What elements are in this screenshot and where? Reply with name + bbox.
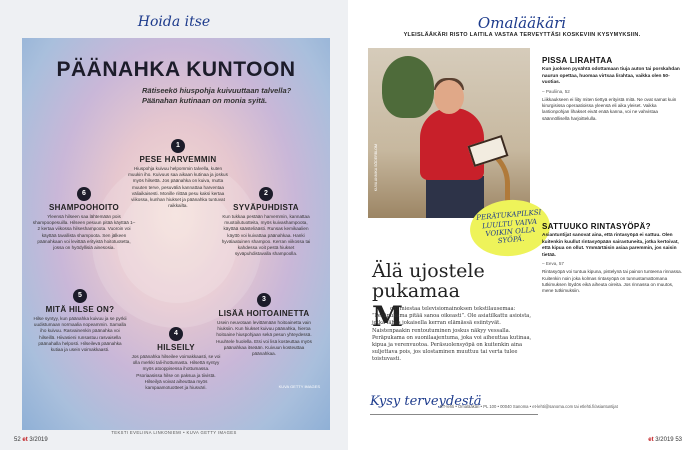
article-body: oni miestaa televisiomainoksen tekstilausemaa: ”Peräpukama pitää sanoa oikeasti”. Ole asiatilkattu asioista, jotka lähes jokaisella kerran elämässä esiintyvät. Naistenpaakin rentoutuminen joskus näkyy vessalla. Peräpukama on suonilaajentuma, joka voi aiheuttaa kutinaa, kipua ja verenvuotoa. Peräsuolensyöpä on kuitenkin aina suljettava pois, jos ulostaminen muuttuu tai verta tulee toistuvasti. [372,306,532,363]
step-body: Kun tukkaa pestään harvemmin, kannattaa muotoilutuotteita, myös kuivashampoota, käyttää säästeliäästi. Runsas kemikaalien käyttö voi kuivattaa päänahkaa. Hanki hyvälaatuinen shampoo. Kerran viikossa tai kahdessa voit pestä hiukset syväpuhdistavalla shampoolla. [221,214,311,257]
article-title: Älä ujostele pukamaa [372,260,485,302]
magazine-logo: et [22,437,28,443]
issue-number: 3/2019 [655,437,674,443]
magazine-logo: et [648,437,654,443]
page-footer [648,437,682,443]
page-number: 52 [14,437,21,443]
qa-block-2 [542,222,682,295]
step-5 [32,284,128,353]
page-number: 53 [675,437,682,443]
step-2 [220,182,312,257]
qa-heading: SATTUUKO RINTASYÖPÄ? [542,222,651,231]
qa-answer: Rintasyöpä voi tuntua kipuna, pistelynä tai painon tunteena rinnassa. Kuitenkin noin joka kolmas rintasyöpä on tunnustamattomana tutkimuksen löydös eikä aiheuta oireita. Jos rinnassa on muutos, mene tutkimuksiin. [542,269,682,294]
photo-credit: KUVA ANNIKA SÖDERBLOM [374,144,378,192]
bath-photo [22,38,330,430]
step-3 [214,288,314,357]
doctor-portrait [368,48,530,218]
divider [370,414,538,415]
article-subtitle: Rätiseekö hiuspohja kuivuuttaan talvella? Päänahan kutinaan on monia syitä. [142,86,292,105]
face [434,80,464,114]
step-number: 5 [73,289,87,303]
qa-question: Asiantuntijat sanovat aina, että rintasyöpä ei sattuu. Olen kuitenkin kuullut rintasyöpään sairastuneita, jotka kertoivat, että kipua on ollut. Ymmärtäisin asiaa paremmin, jos saisin tietää. [542,233,679,258]
step-body: Hiuspohja kuivuu helpommin talvella, kuten muukin iho. Kuivuus saa aikaan kutinaa ja joskus myös hilsettä. Jos päänahka on kuiva, mutta muuten terve, pesuväliä kannattaa harventaa väliaikaisesti. Monille riittää pesu kaksi kertaa viikossa, kunhan hiukset ja päänahka tuntuvat raikkailta. [128,166,228,209]
drop-cap: M [372,300,403,333]
step-body: Jos päänahka hilseilee voimakkaasti, se voi olla merkki tali-ihottumasta. Hilsettä syntyy myös atooppisessa ihottumassa. Psoriaasissa hilse on paksua ja tiivistä. Hilseilyä voivat aiheuttaa myös kampaamotuotteet ja hiusväri. [131,354,221,390]
page-footer [14,437,48,443]
step-4 [130,322,222,391]
step-number: 2 [259,187,273,201]
text-credit: TEKSTI EVELIINA LINKONIEMI • KUVA GETTY IMAGES [111,430,237,435]
step-number: 6 [77,187,91,201]
section-header: Omalääkäri [477,14,567,32]
step-number: 4 [169,327,183,341]
step-number: 3 [257,293,271,307]
pull-quote-text: PERÄTUKAPILKSI LUULTU VAIVA VOIKIN OLLA SYÖPÄ. [476,208,542,246]
issue-number: 3/2019 [29,437,48,443]
qa-answer: Liikkaukseen ei liity miten tiettyä erityistä mitä. Ne ovat samat kuin kirurgisissa operaatioissa yleensä eli aika yleiset. Vaikka lantionpohjan lihakset eivät enää kanna, voi ne vahvistaa säännöllisellä harjoittelulla. [542,96,677,121]
contact-info: ET-lehti • Omalääkäri • PL 100 • 00040 Sanoma • et-lehti@sanoma.com tai etlehti.fi/asiantuntijat [440,404,618,409]
image-credit: KUVA GETTY IMAGES [278,384,320,389]
article-title: PÄÄNAHKA KUNTOON [56,58,296,81]
step-body: Yleensä hilseen saa lähtemään pois shampoopesuilla. Hilseen pesuun pitää käyttää 1–2 kertaa viikossa hilseshampoota. Vuoroin voi käyttää tavallista shampoota. Sen jälkeen päänahkaan voi levittää erityistä hoitotuotetta, jossa on hyödyllisiä ainesosia. [32,214,136,250]
plant [382,56,434,118]
step-body: Usein neuvotaan levittämään hoitoainetta vain hiuksiin. Kun hiukset kuivuu päänahka, hieroa hoitoaine hiuspohjaan sekä pesun yhteydessä. Huuhtele huolella. Etsi voi lisä kosteuttaa myös päänahkaa itseään. Kuivuun kosteuttaa päänahkaa. [216,320,312,356]
qa-signature: – Eeva, 57 [542,261,564,267]
step-number: 1 [171,139,185,153]
qa-heading: PISSA LIRAHTAA [542,56,613,65]
step-title: PESE HARVEMMIN [139,155,217,164]
step-title: HILSEILY [157,343,195,352]
qa-question: Kun juoksen pysähtä odottamaan tiuja auton tai porskahdan naurun opettaa, huomaa virtsaa lirahtaa, vaikka olen 50-vuotias. [542,67,680,86]
step-title: LISÄÄ HOITOAINETTA [218,309,310,318]
step-title: SHAMPOOHOITO [48,203,120,212]
step-title: SYVÄPUHDISTA [233,203,299,212]
step-1 [126,134,230,209]
step-6 [32,182,136,251]
step-title: MITÄ HILSE ON? [45,305,115,314]
signature-title: Kysy terveydestä [370,394,482,409]
qa-signature: – Pauliina, 52 [542,88,570,94]
step-body: Hilse syntyy, kun päänahka kuivuu ja se pyrkii uudistumaan normaalia nopeammin. Samalla iho kuivuu. Rasvainenkin päänahka voi hilseillä. Hiivasieni runsastuu rasvaisella päänahalla helposti. Hilseilevä päänahka kutiaa ja usein voimakkaasti. [33,316,127,352]
right-page [348,0,696,450]
section-header: Hoida itse [137,14,211,30]
qa-block-1 [542,56,682,122]
section-kicker: YLEISLÄÄKÄRI RISTO LAITILA VASTAA TERVEYTTÄSI KOSKEVIIN KYSYMYKSIIN. [403,32,641,38]
